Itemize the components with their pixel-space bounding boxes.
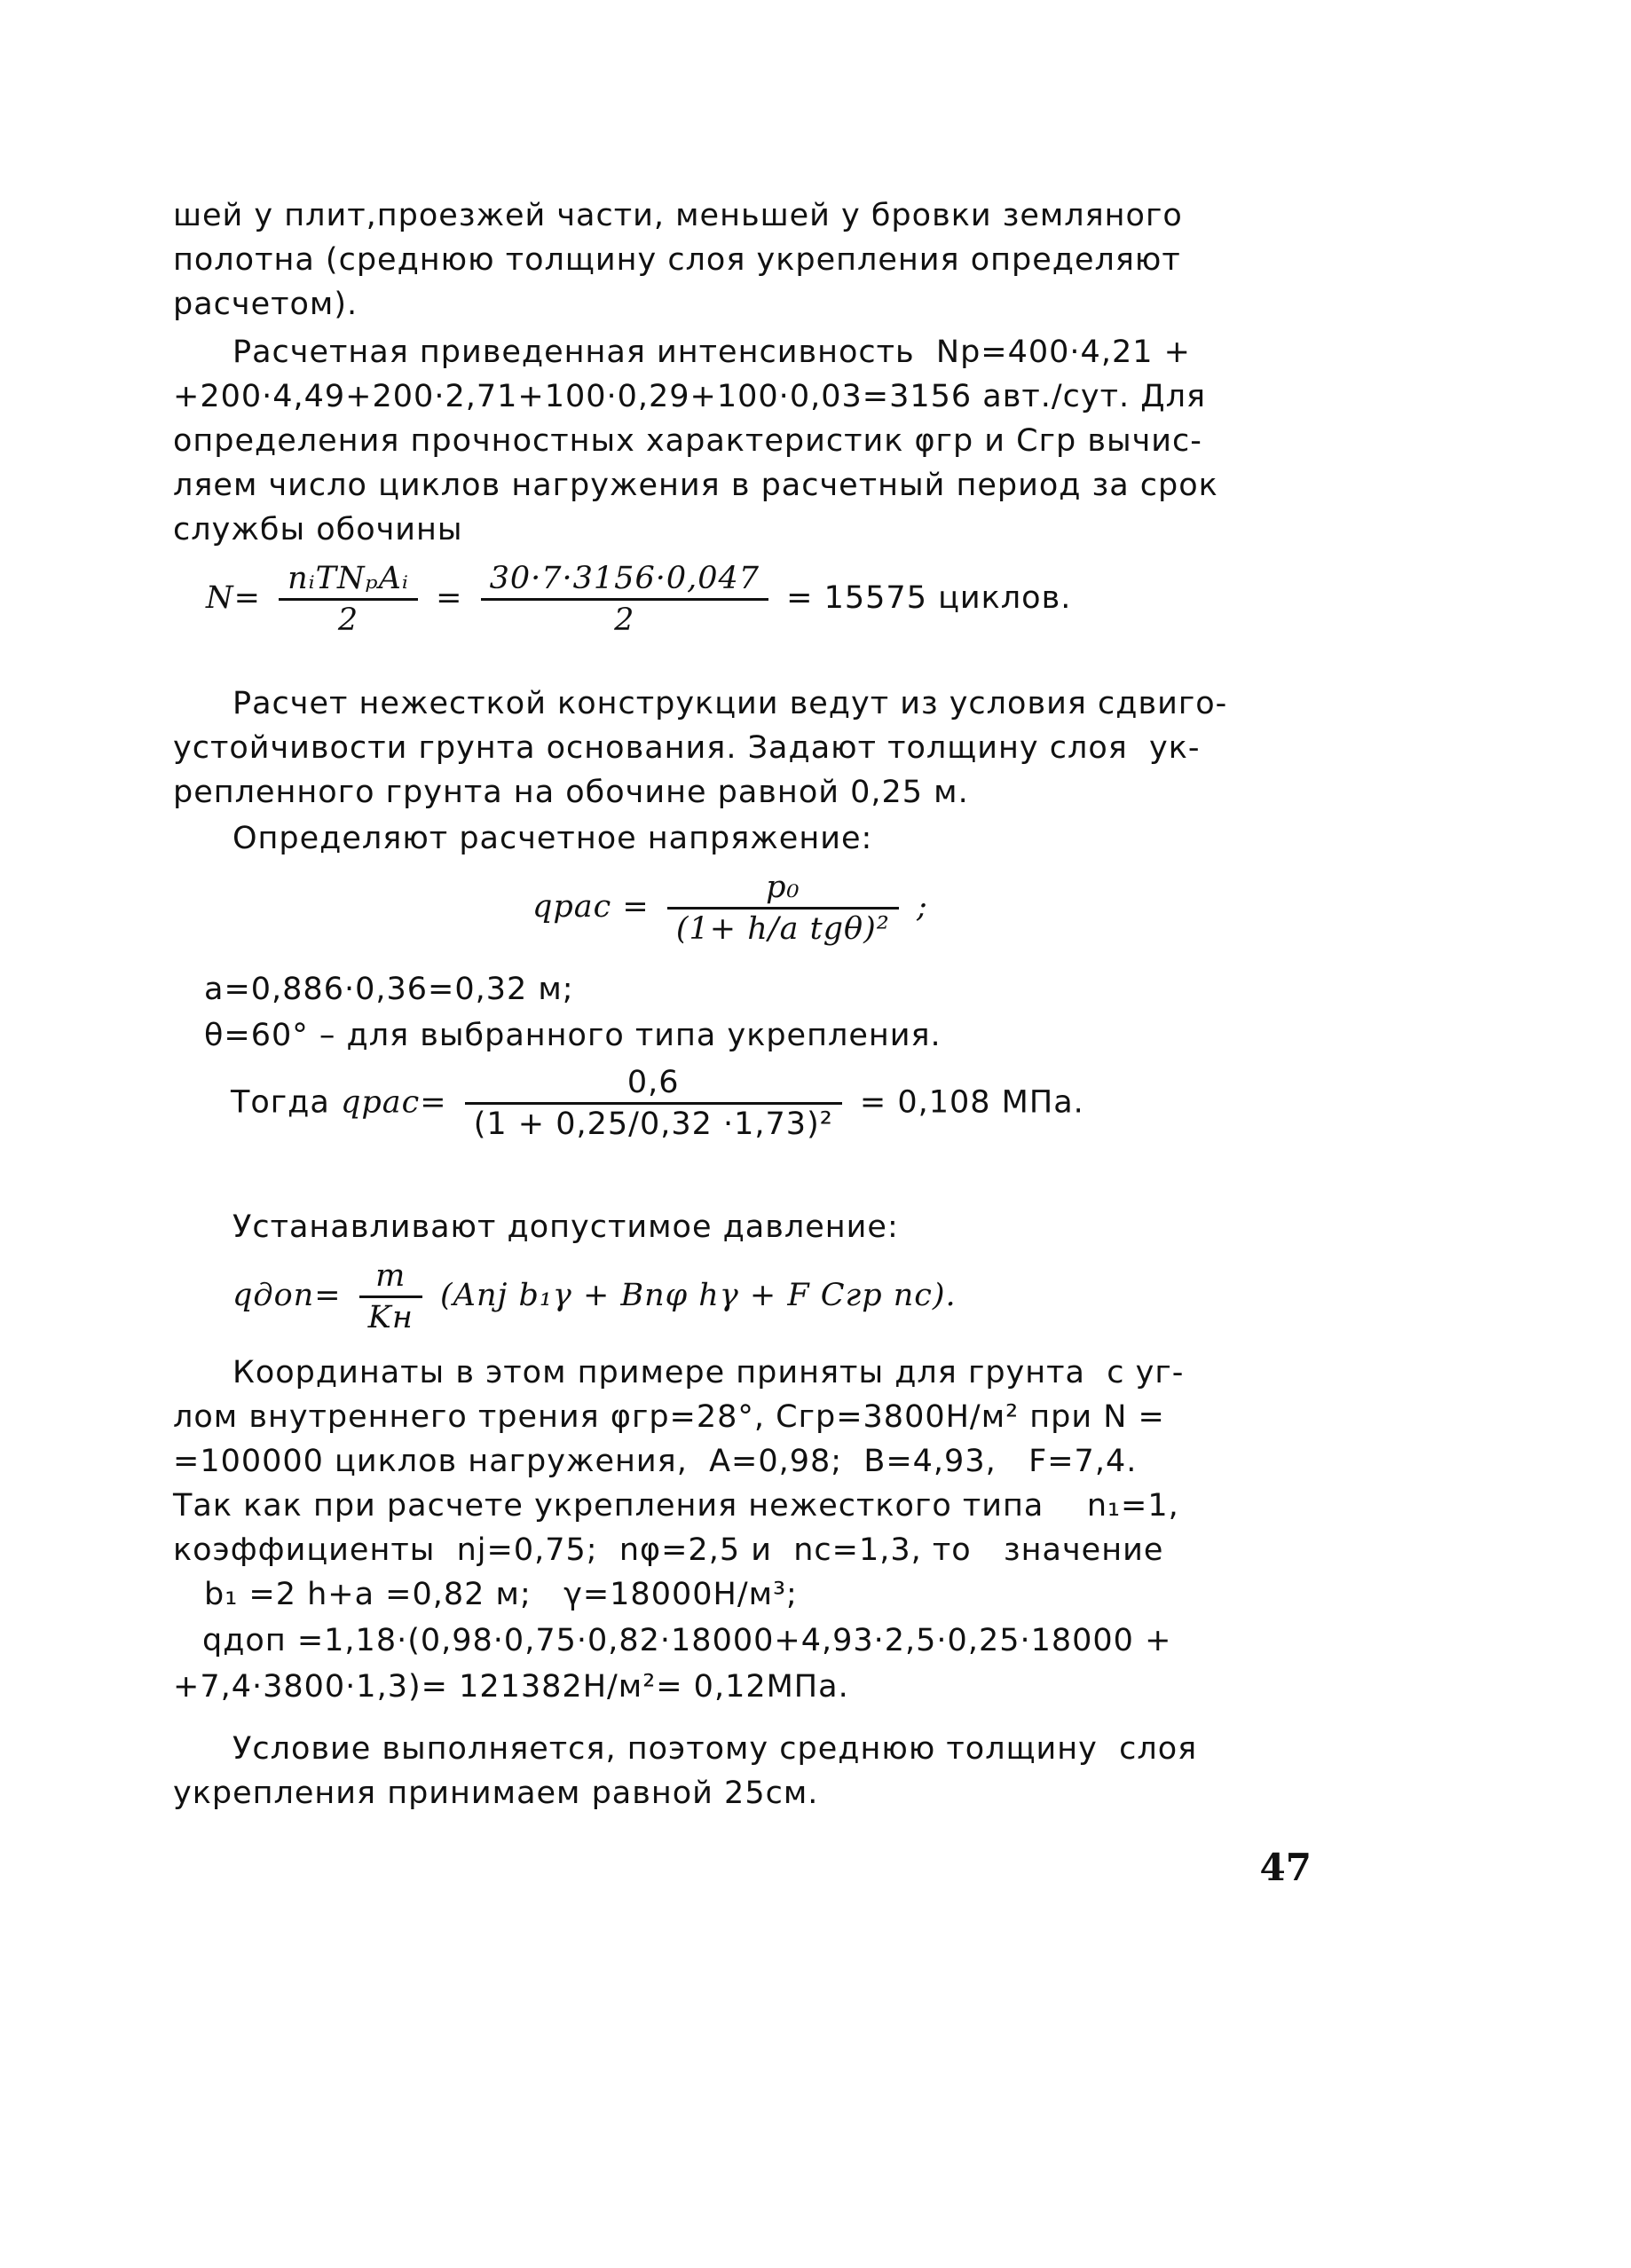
- text-line: укрепления принимаем равной 25см.: [173, 1776, 819, 1811]
- text-line: полотна (среднюю толщину слоя укрепления определяют: [173, 242, 1181, 278]
- text-line: +200·4,49+200·2,71+100·0,29+100·0,03=3156 авт./сут. Для: [173, 379, 1207, 414]
- fraction: [667, 870, 899, 947]
- text-line: расчетом).: [173, 287, 359, 322]
- formula-lhs: qрас =: [532, 889, 650, 925]
- fraction-numerator: 0,6: [465, 1065, 842, 1105]
- text-line: qдоп =1,18·(0,98·0,75·0,82·18000+4,93·2,5·0,25·18000 +: [202, 1623, 1172, 1658]
- formula-design-stress: [532, 870, 928, 947]
- formula-cycles: [206, 561, 1071, 638]
- formula-prefix: Тогда: [231, 1084, 330, 1121]
- fraction-denominator: 2: [614, 602, 635, 638]
- fraction: [465, 1065, 842, 1142]
- formula-lhs: qдоп=: [232, 1278, 342, 1313]
- formula-stress-value: [231, 1065, 1084, 1142]
- formula-equals: =: [436, 580, 463, 616]
- text-line: +7,4·3800·1,3)= 121382Н/м²= 0,12МПа.: [173, 1669, 849, 1705]
- text-line: Устанавливают допустимое давление:: [232, 1209, 899, 1245]
- fraction-denominator: (1 + 0,25/0,32 ·1,73)²: [473, 1106, 833, 1142]
- text-line: шей у плит,проезжей части, меньшей у бровки земляного: [173, 198, 1183, 233]
- text-line: ляем число циклов нагружения в расчетный период за срок: [173, 468, 1218, 503]
- text-line: b₁ =2 h+a =0,82 м; γ=18000Н/м³;: [204, 1577, 798, 1612]
- text-line: =100000 циклов нагружения, A=0,98; B=4,93, F=7,4.: [173, 1444, 1138, 1479]
- text-line: Координаты в этом примере приняты для грунта с уг-: [232, 1355, 1185, 1390]
- text-line: устойчивости грунта основания. Задают толщину слоя ук-: [173, 730, 1201, 766]
- text-line: Условие выполняется, поэтому среднюю толщину слоя: [232, 1731, 1198, 1767]
- fraction: [481, 561, 768, 638]
- formula-result: = 0,108 МПа.: [859, 1084, 1084, 1121]
- text-line: Расчет нежесткой конструкции ведут из условия сдвиго-: [232, 686, 1228, 721]
- page-number: 47: [1259, 1846, 1312, 1889]
- text-line: Определяют расчетное напряжение:: [232, 821, 873, 856]
- text-line: Так как при расчете укрепления нежесткого типа n₁=1,: [173, 1488, 1179, 1524]
- text-line: коэффициенты nj=0,75; nφ=2,5 и nc=1,3, то значение: [173, 1532, 1164, 1568]
- formula-lhs: qрас=: [340, 1084, 447, 1121]
- formula-allowable-pressure: [232, 1258, 957, 1335]
- fraction-denominator: Kн: [367, 1300, 414, 1335]
- fraction-denominator: 2: [337, 602, 359, 638]
- text-line: θ=60° – для выбранного типа укрепления.: [204, 1018, 942, 1053]
- fraction-denominator: (1+ h/a tgθ)²: [675, 911, 890, 947]
- fraction: [279, 561, 418, 638]
- text-line: службы обочины: [173, 512, 463, 547]
- formula-result: = 15575 циклов.: [786, 580, 1072, 616]
- text-line: лом внутреннего трения φгр=28°, Сгр=3800Н/м² при N =: [173, 1399, 1165, 1435]
- fraction-numerator: p₀: [667, 870, 899, 910]
- formula-lhs: N=: [206, 580, 261, 616]
- fraction: [359, 1258, 422, 1335]
- fraction-numerator: 30·7·3156·0,047: [481, 561, 768, 601]
- text-line: a=0,886·0,36=0,32 м;: [204, 972, 574, 1007]
- text-line: определения прочностных характеристик φгр и Сгр вычис-: [173, 423, 1202, 459]
- formula-rhs: (Anj b₁γ + Bnφ hγ + F Cгр nc).: [440, 1278, 957, 1313]
- fraction-numerator: m: [359, 1258, 422, 1298]
- text-line: Расчетная приведенная интенсивность Nр=400·4,21 +: [232, 335, 1191, 370]
- fraction-numerator: nᵢTNₚAᵢ: [279, 561, 418, 601]
- formula-end: ;: [916, 889, 928, 925]
- text-line: репленного грунта на обочине равной 0,25 м.: [173, 775, 969, 810]
